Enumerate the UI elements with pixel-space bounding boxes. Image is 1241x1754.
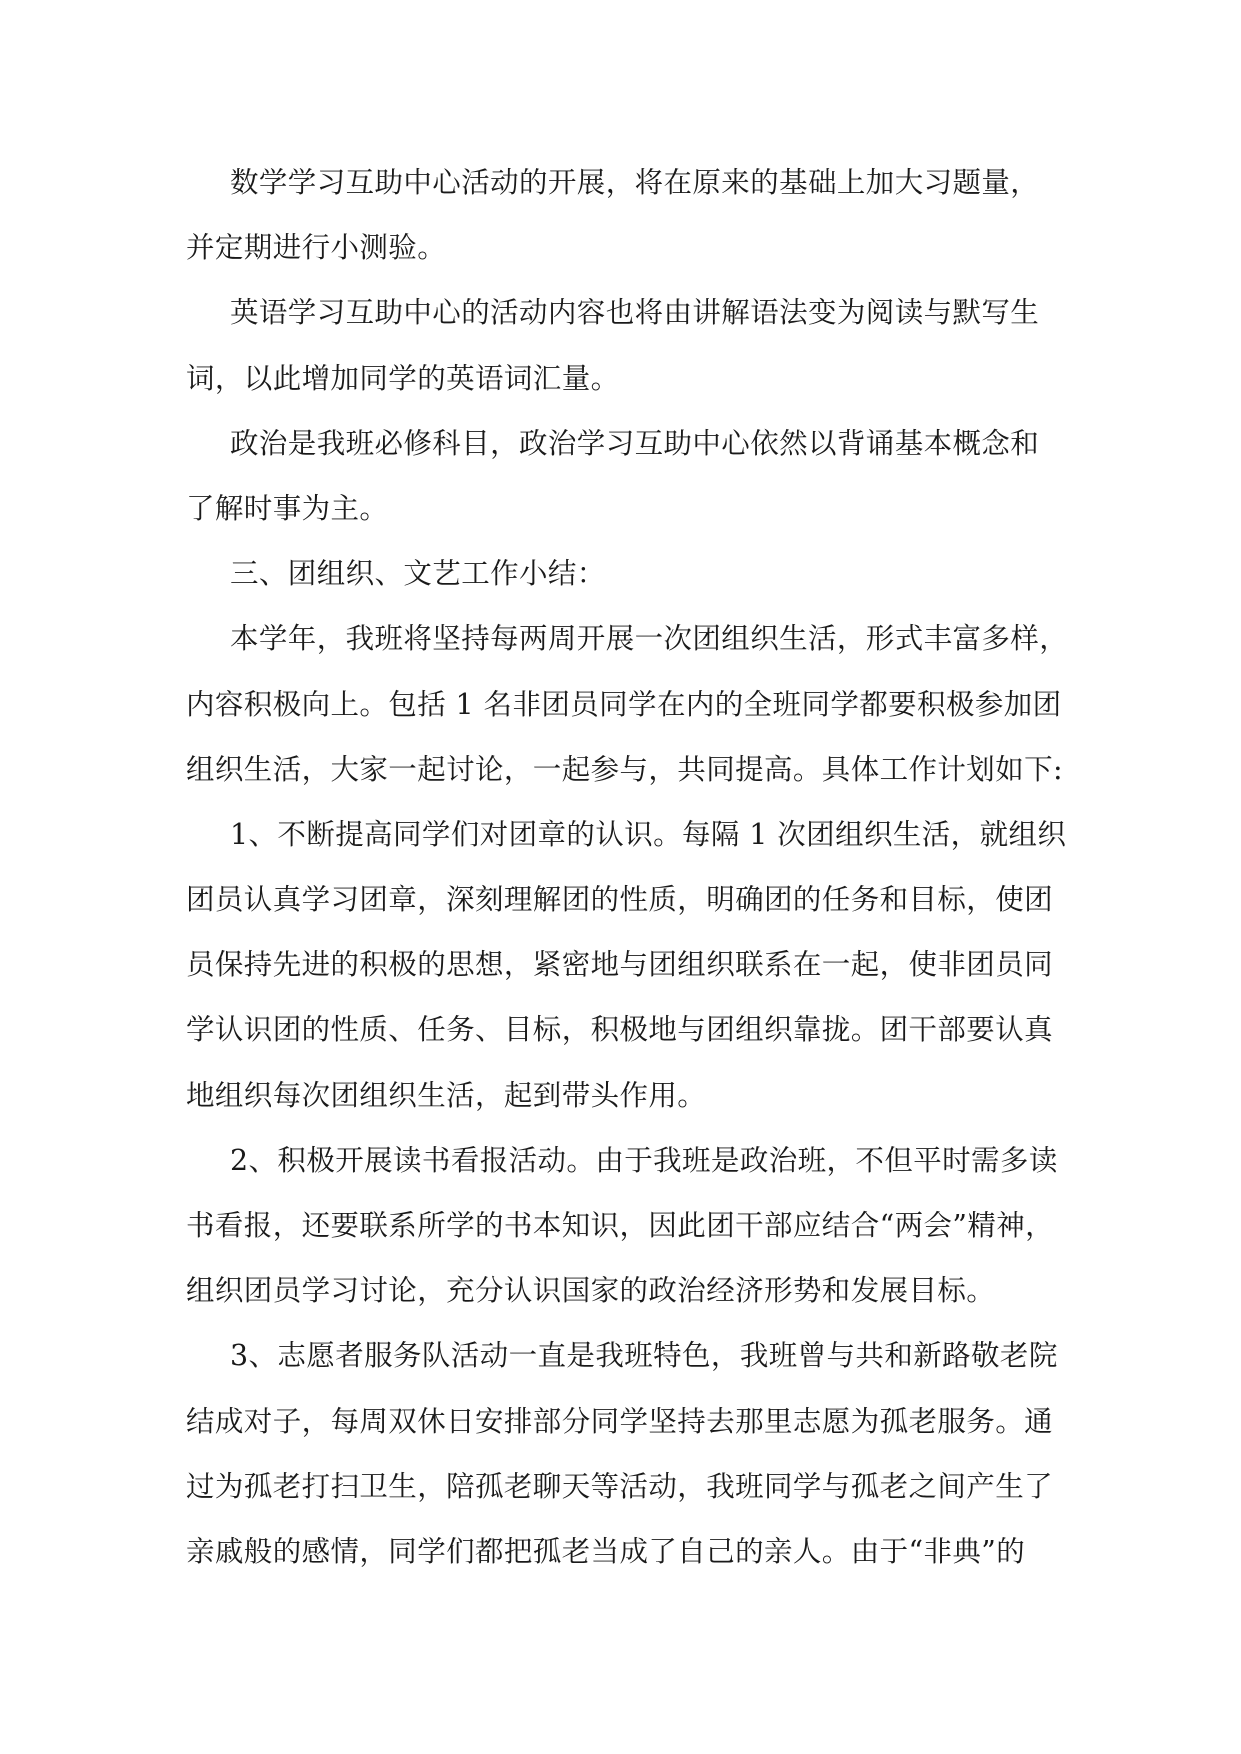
text-line: 亲戚般的感情，同学们都把孤老当成了自己的亲人。由于“非典”的 <box>186 1534 1026 1568</box>
document-body <box>186 150 1069 1584</box>
text-line: 政治是我班必修科目，政治学习互助中心依然以背诵基本概念和 <box>230 426 1040 460</box>
text-line: 书看报，还要联系所学的书本知识，因此团干部应结合“两会”精神， <box>186 1209 1055 1242</box>
text-line: 组织团员学习讨论，充分认识国家的政治经济形势和发展目标。 <box>186 1274 996 1308</box>
text-line: 过为孤老打扫卫生，陪孤老聊天等活动，我班同学与孤老之间产生了 <box>186 1469 1054 1503</box>
paragraph-item-1 <box>186 802 1066 1128</box>
section-heading-text: 三、团组织、文艺工作小结： <box>230 557 606 591</box>
text-line: 词，以此增加同学的英语词汇量。 <box>186 361 620 395</box>
text-line: 组织生活，大家一起讨论，一起参与，共同提高。具体工作计划如下: <box>186 752 1064 786</box>
text-line: 英语学习互助中心的活动内容也将由讲解语法变为阅读与默写生 <box>230 296 1040 330</box>
paragraph-math-center <box>186 150 1066 280</box>
text-line: 员保持先进的积极的思想，紧密地与团组织联系在一起，使非团员同 <box>186 948 1054 982</box>
text-line: 了解时事为主。 <box>186 491 389 525</box>
text-line: 1、不断提高同学们对团章的认识。每隔 1 次团组织生活，就组织 <box>230 817 1067 851</box>
text-line: 结成对子，每周双休日安排部分同学坚持去那里志愿为孤老服务。通 <box>186 1404 1054 1438</box>
text-line: 3、志愿者服务队活动一直是我班特色，我班曾与共和新路敬老院 <box>230 1339 1058 1373</box>
text-line: 本学年，我班将坚持每两周开展一次团组织生活，形式丰富多样， <box>230 622 1069 656</box>
paragraph-item-2 <box>186 1128 1066 1324</box>
paragraph-league-overview <box>186 606 1069 802</box>
paragraph-english-center <box>186 280 1066 410</box>
section-heading <box>186 541 1066 606</box>
text-line: 数学学习互助中心活动的开展，将在原来的基础上加大习题量， <box>230 166 1040 199</box>
text-line: 2、积极开展读书看报活动。由于我班是政治班，不但平时需多读 <box>230 1143 1058 1177</box>
text-line: 并定期进行小测验。 <box>186 231 447 265</box>
paragraph-politics-center <box>186 411 1066 541</box>
text-line: 团员认真学习团章，深刻理解团的性质，明确团的任务和目标，使团 <box>186 883 1054 917</box>
text-line: 内容积极向上。包括 1 名非团员同学在内的全班同学都要积极参加团 <box>186 687 1062 721</box>
paragraph-item-3 <box>186 1323 1066 1584</box>
text-line: 地组织每次团组织生活，起到带头作用。 <box>186 1078 707 1112</box>
text-line: 学认识团的性质、任务、目标，积极地与团组织靠拢。团干部要认真 <box>186 1013 1054 1047</box>
